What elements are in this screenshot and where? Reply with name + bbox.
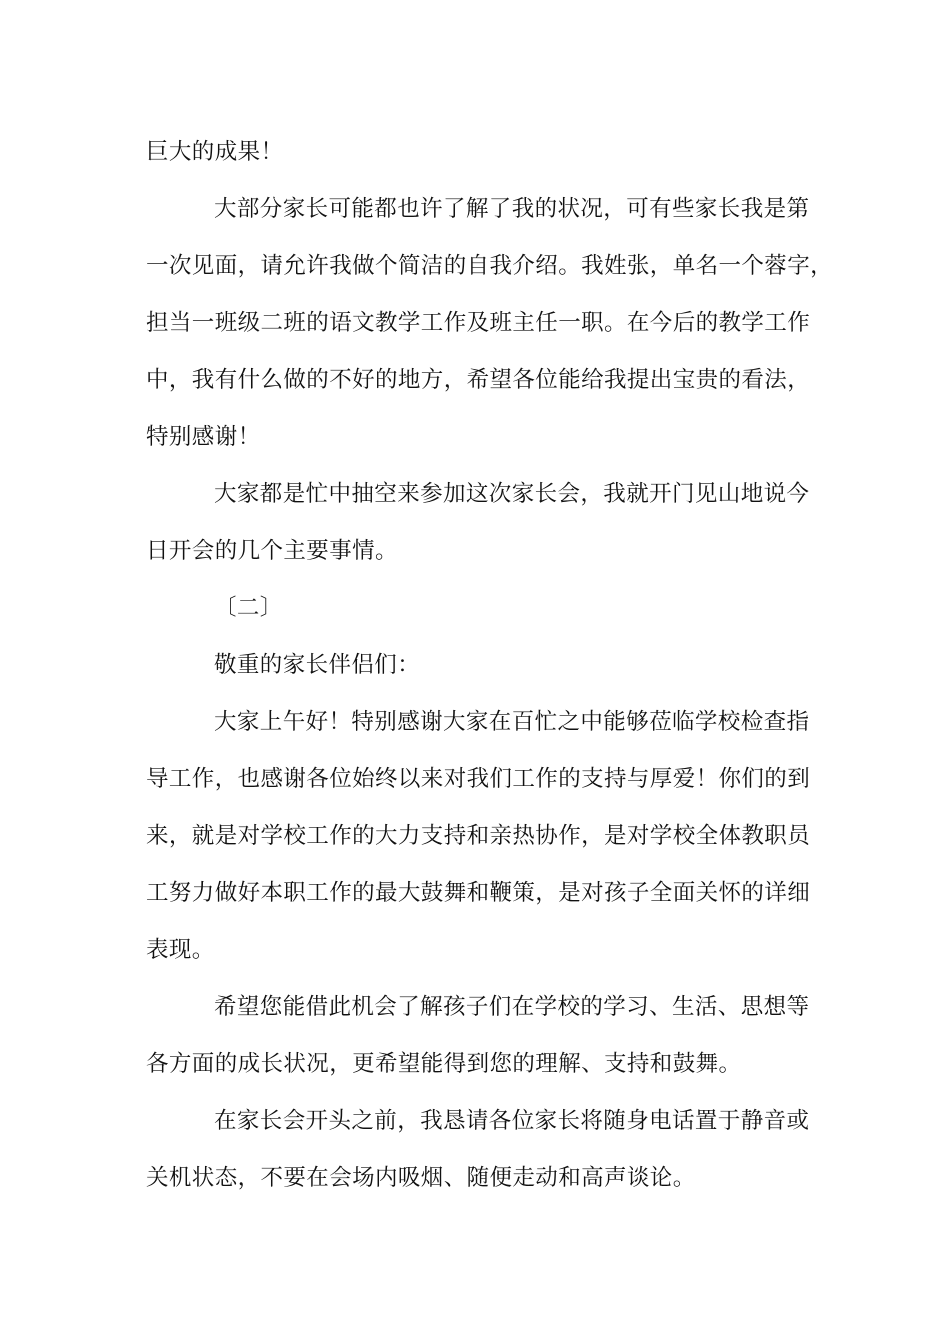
paragraph-first-line: 大部分家长可能都也许了解了我的状况，可有些家长我是第 (214, 196, 810, 222)
text-line: 表现。 (146, 937, 215, 963)
text-line: 特别感谢！ (146, 424, 261, 450)
text-line: 导工作，也感谢各位始终以来对我们工作的支持与厚爱！你们的到 (146, 766, 811, 792)
paragraph-first-line: 大家上午好！特别感谢大家在百忙之中能够莅临学校检查指 (214, 709, 810, 735)
text-line: 担当一班级二班的语文教学工作及班主任一职。在今后的教学工作 (146, 310, 811, 336)
text-line: 一次见面，请允许我做个简洁的自我介绍。我姓张，单名一个蓉字， (146, 253, 834, 279)
text-line: 中，我有什么做的不好的地方，希望各位能给我提出宝贵的看法， (146, 367, 811, 393)
text-line: 来，就是对学校工作的大力支持和亲热协作，是对学校全体教职员 (146, 823, 811, 849)
text-line: 工努力做好本职工作的最大鼓舞和鞭策，是对孩子全面关怀的详细 (146, 880, 811, 906)
text-line: 各方面的成长状况，更希望能得到您的理解、支持和鼓舞。 (146, 1051, 742, 1077)
text-line: 巨大的成果！ (146, 139, 284, 165)
paragraph-first-line: 希望您能借此机会了解孩子们在学校的学习、生活、思想等 (214, 994, 810, 1020)
section-heading: 〔二〕 (214, 595, 283, 621)
salutation: 敬重的家长伴侣们： (214, 652, 421, 678)
paragraph-first-line: 在家长会开头之前，我恳请各位家长将随身电话置于静音或 (214, 1108, 810, 1134)
text-line: 关机状态，不要在会场内吸烟、随便走动和高声谈论。 (146, 1165, 696, 1191)
paragraph-first-line: 大家都是忙中抽空来参加这次家长会，我就开门见山地说今 (214, 481, 810, 507)
text-line: 日开会的几个主要事情。 (146, 538, 398, 564)
